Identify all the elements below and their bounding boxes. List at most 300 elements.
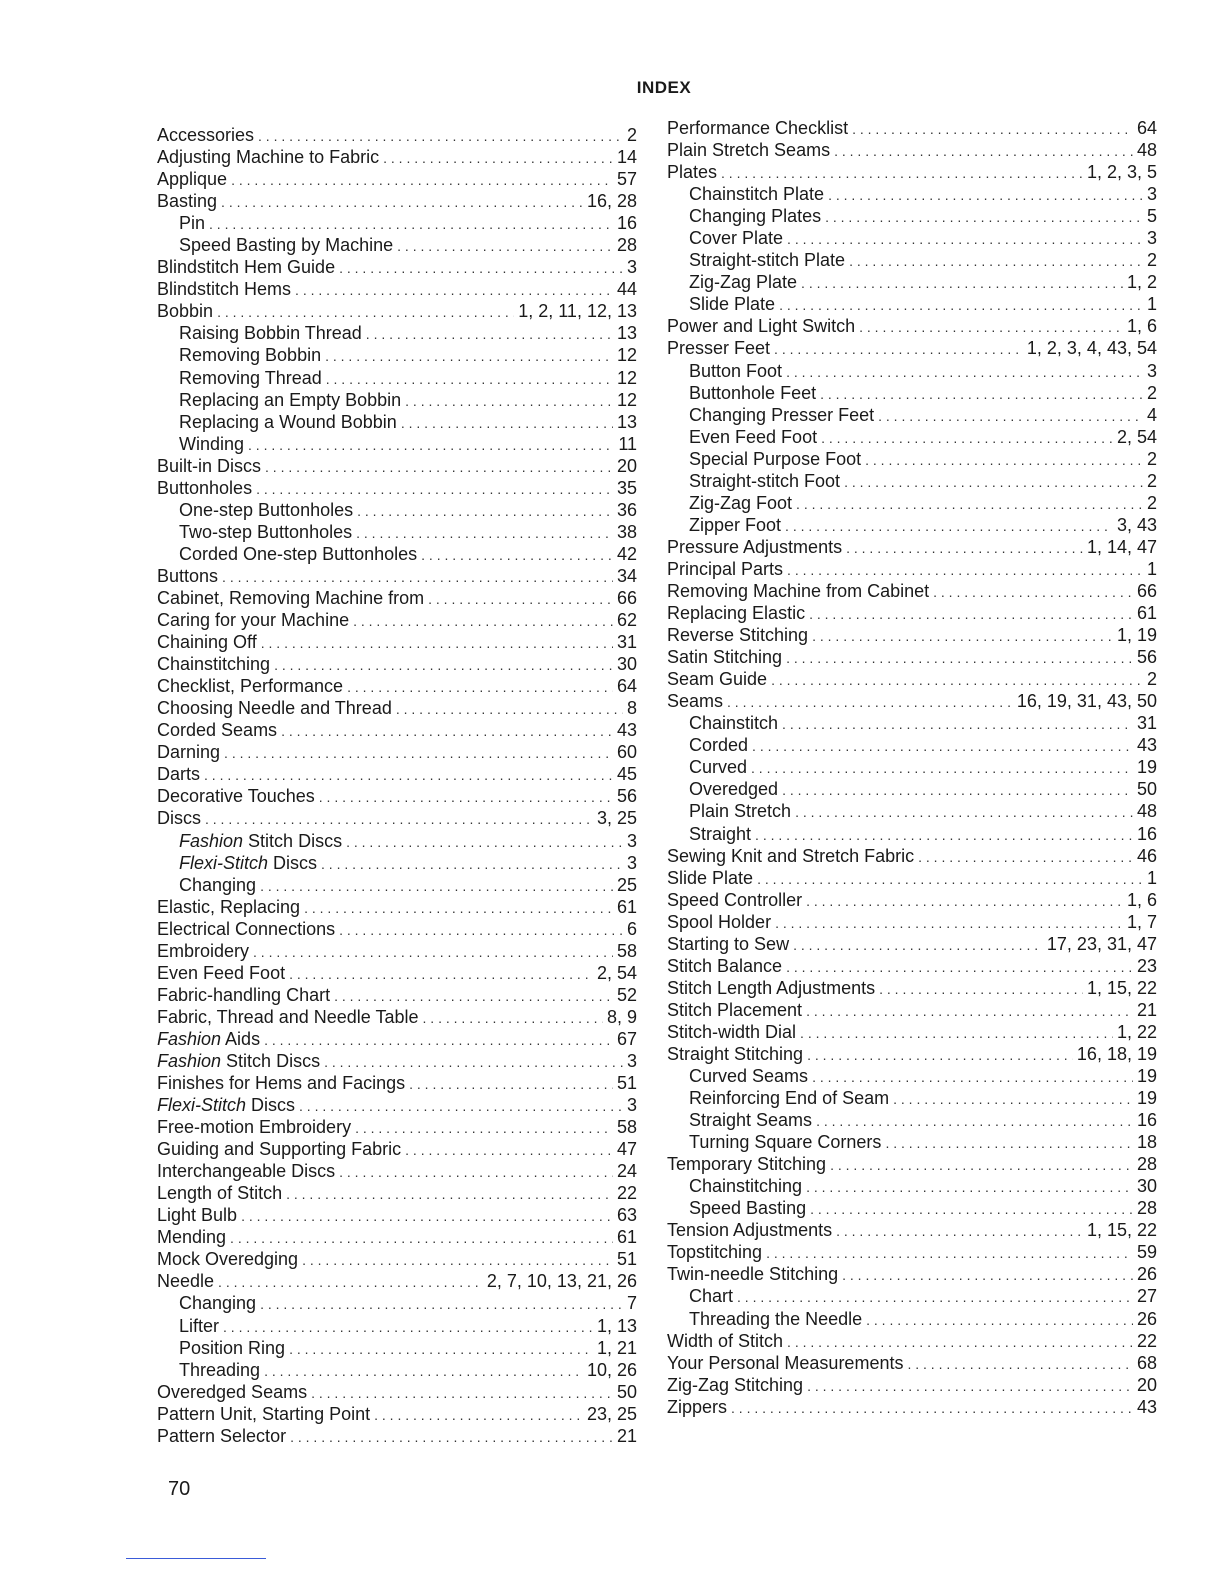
index-pages: 28 bbox=[1136, 1198, 1157, 1219]
index-term: Pin bbox=[179, 213, 206, 234]
index-term: Speed Basting by Machine bbox=[179, 235, 394, 256]
index-pages: 52 bbox=[616, 984, 637, 1005]
index-entry bbox=[157, 940, 637, 962]
index-entry bbox=[157, 1270, 637, 1292]
index-term: Stitch Length Adjustments bbox=[667, 977, 876, 998]
dot-leader bbox=[357, 500, 613, 522]
index-pages: 1, 6 bbox=[1126, 889, 1157, 910]
index-term: Removing Bobbin bbox=[179, 345, 322, 366]
index-pages: 60 bbox=[616, 742, 637, 763]
index-pages: 67 bbox=[616, 1028, 637, 1049]
index-term: Speed Controller bbox=[667, 889, 803, 910]
index-term: Changing Presser Feet bbox=[689, 404, 875, 425]
index-pages: 1, 15, 22 bbox=[1086, 977, 1157, 998]
index-term: Stitch Placement bbox=[667, 999, 803, 1020]
index-pages: 26 bbox=[1136, 1308, 1157, 1329]
dot-leader bbox=[295, 279, 613, 301]
index-pages: 46 bbox=[1136, 845, 1157, 866]
index-pages: 16, 18, 19 bbox=[1076, 1043, 1157, 1064]
index-pages: 23, 25 bbox=[586, 1403, 637, 1424]
dot-leader bbox=[299, 1095, 623, 1117]
index-entry bbox=[157, 763, 637, 785]
index-term: Zipper Foot bbox=[689, 514, 782, 535]
dot-leader bbox=[221, 191, 583, 213]
index-term: Lifter bbox=[179, 1315, 220, 1336]
index-term-rest: Discs bbox=[246, 1095, 296, 1116]
dot-leader bbox=[230, 1227, 613, 1249]
index-term: Winding bbox=[179, 433, 245, 454]
index-subentry bbox=[667, 1197, 1157, 1219]
dot-leader bbox=[289, 1338, 593, 1360]
index-subentry bbox=[667, 382, 1157, 404]
index-term: Buttonholes bbox=[157, 477, 253, 498]
index-term: Speed Basting bbox=[689, 1198, 807, 1219]
index-term-rest: Aids bbox=[221, 1028, 261, 1049]
index-entry bbox=[157, 1094, 637, 1116]
dot-leader bbox=[812, 625, 1113, 647]
index-term: Choosing Needle and Thread bbox=[157, 698, 392, 719]
index-term: One-step Buttonholes bbox=[179, 499, 354, 520]
dot-leader bbox=[253, 941, 613, 963]
index-pages: 3 bbox=[1146, 228, 1157, 249]
index-pages: 2, 7, 10, 13, 21, 26 bbox=[486, 1271, 637, 1292]
index-pages: 3, 43 bbox=[1116, 514, 1157, 535]
index-pages: 66 bbox=[616, 587, 637, 608]
dot-leader bbox=[409, 1073, 613, 1095]
index-term: Threading bbox=[179, 1359, 261, 1380]
index-pages: 24 bbox=[616, 1161, 637, 1182]
index-pages: 23 bbox=[1136, 955, 1157, 976]
index-term: Interchangeable Discs bbox=[157, 1161, 336, 1182]
dot-leader bbox=[264, 1029, 613, 1051]
index-pages: 2 bbox=[1146, 492, 1157, 513]
dot-leader bbox=[782, 713, 1133, 735]
dot-leader bbox=[812, 1066, 1133, 1088]
dot-leader bbox=[302, 1249, 613, 1271]
index-term: Buttons bbox=[157, 565, 219, 586]
index-term: Your Personal Measurements bbox=[667, 1352, 904, 1373]
dot-leader bbox=[405, 1139, 613, 1161]
index-pages: 3 bbox=[626, 852, 637, 873]
page-title: INDEX bbox=[636, 78, 692, 97]
index-pages: 3 bbox=[626, 1050, 637, 1071]
index-term-rest: Stitch Discs bbox=[221, 1050, 321, 1071]
index-entry bbox=[157, 1182, 637, 1204]
dot-leader bbox=[326, 368, 613, 390]
index-entry bbox=[667, 1153, 1157, 1175]
index-entry bbox=[667, 1021, 1157, 1043]
dot-leader bbox=[801, 272, 1123, 294]
index-entry bbox=[667, 999, 1157, 1021]
index-entry bbox=[157, 984, 637, 1006]
index-entry bbox=[667, 889, 1157, 911]
index-term-rest: Discs bbox=[268, 852, 318, 873]
index-pages: 58 bbox=[616, 940, 637, 961]
index-entry bbox=[157, 609, 637, 631]
index-subentry bbox=[157, 499, 637, 521]
dot-leader bbox=[260, 875, 613, 897]
index-subentry bbox=[667, 227, 1157, 249]
index-term: Curved Seams bbox=[689, 1066, 809, 1087]
index-term: Light Bulb bbox=[157, 1205, 238, 1226]
index-term: Plates bbox=[667, 162, 718, 183]
dot-leader bbox=[810, 1198, 1133, 1220]
index-pages: 61 bbox=[616, 1227, 637, 1248]
index-entry bbox=[667, 1396, 1157, 1418]
index-entry bbox=[157, 1050, 637, 1072]
index-term: Starting to Sew bbox=[667, 933, 790, 954]
dot-leader bbox=[421, 544, 613, 566]
index-term bbox=[157, 1028, 264, 1050]
index-term: Stitch Balance bbox=[667, 955, 783, 976]
index-entry bbox=[157, 300, 637, 322]
index-entry bbox=[667, 867, 1157, 889]
index-pages: 8 bbox=[626, 698, 637, 719]
index-term: Even Feed Foot bbox=[689, 426, 818, 447]
index-pages: 1 bbox=[1146, 558, 1157, 579]
index-pages: 18 bbox=[1136, 1132, 1157, 1153]
index-entry bbox=[157, 1072, 637, 1094]
index-entry bbox=[667, 933, 1157, 955]
index-term-rest: Stitch Discs bbox=[243, 830, 343, 851]
dot-leader bbox=[787, 559, 1143, 581]
index-entry bbox=[157, 190, 637, 212]
index-pages: 1, 2, 3, 5 bbox=[1086, 162, 1157, 183]
dot-leader bbox=[787, 228, 1143, 250]
dot-leader bbox=[383, 147, 613, 169]
index-entry bbox=[157, 256, 637, 278]
dot-leader bbox=[325, 345, 613, 367]
index-subentry bbox=[157, 367, 637, 389]
index-term: Zig-Zag Foot bbox=[689, 492, 793, 513]
index-term: Seams bbox=[667, 691, 724, 712]
index-pages: 1, 2, 11, 12, 13 bbox=[518, 301, 637, 322]
index-pages: 1, 14, 47 bbox=[1086, 536, 1157, 557]
index-pages: 1, 2, 3, 4, 43, 54 bbox=[1026, 338, 1157, 359]
index-term: Slide Plate bbox=[689, 294, 776, 315]
index-term: Presser Feet bbox=[667, 338, 771, 359]
index-pages: 19 bbox=[1136, 1088, 1157, 1109]
index-term: Removing Thread bbox=[179, 367, 322, 388]
index-subentry bbox=[667, 800, 1157, 822]
index-term: Zig-Zag Plate bbox=[689, 272, 798, 293]
index-pages: 1, 2 bbox=[1126, 272, 1157, 293]
index-term: Even Feed Foot bbox=[157, 962, 286, 983]
dot-leader bbox=[807, 1375, 1133, 1397]
index-entry bbox=[157, 565, 637, 587]
dot-leader bbox=[248, 434, 614, 456]
dot-leader bbox=[731, 1397, 1133, 1419]
index-term: Reverse Stitching bbox=[667, 625, 809, 646]
index-term: Straight Seams bbox=[689, 1110, 813, 1131]
dot-leader bbox=[751, 757, 1133, 779]
index-entry bbox=[157, 807, 637, 829]
index-term: Replacing Elastic bbox=[667, 603, 806, 624]
dot-leader bbox=[755, 824, 1133, 846]
index-pages: 16 bbox=[1136, 823, 1157, 844]
index-pages: 31 bbox=[616, 632, 637, 653]
index-subentry bbox=[667, 1131, 1157, 1153]
index-entry bbox=[667, 536, 1157, 558]
index-pages: 16, 19, 31, 43, 50 bbox=[1016, 691, 1157, 712]
dot-leader bbox=[217, 301, 514, 323]
index-term: Chaining Off bbox=[157, 632, 257, 653]
index-term: Caring for your Machine bbox=[157, 610, 350, 631]
dot-leader bbox=[339, 1161, 613, 1183]
index-entry bbox=[157, 587, 637, 609]
index-pages: 22 bbox=[616, 1183, 637, 1204]
index-pages: 11 bbox=[618, 433, 637, 454]
dot-leader bbox=[842, 1264, 1133, 1286]
index-subentry bbox=[667, 271, 1157, 293]
dot-leader bbox=[752, 735, 1133, 757]
index-term: Darts bbox=[157, 764, 201, 785]
index-pages: 28 bbox=[1136, 1154, 1157, 1175]
index-pages: 56 bbox=[616, 786, 637, 807]
index-term: Fabric, Thread and Needle Table bbox=[157, 1006, 419, 1027]
dot-leader bbox=[907, 1353, 1133, 1375]
index-term: Principal Parts bbox=[667, 558, 784, 579]
index-pages: 1 bbox=[1146, 867, 1157, 888]
index-pages: 66 bbox=[1136, 580, 1157, 601]
index-entry bbox=[667, 911, 1157, 933]
index-subentry bbox=[157, 389, 637, 411]
index-term: Temporary Stitching bbox=[667, 1154, 827, 1175]
index-entry bbox=[667, 602, 1157, 624]
dot-leader bbox=[779, 294, 1143, 316]
index-term: Checklist, Performance bbox=[157, 676, 344, 697]
dot-leader bbox=[261, 632, 613, 654]
index-pages: 35 bbox=[616, 477, 637, 498]
index-pages: 13 bbox=[616, 411, 637, 432]
index-term: Pattern Unit, Starting Point bbox=[157, 1403, 371, 1424]
dot-leader bbox=[786, 647, 1133, 669]
index-term: Adjusting Machine to Fabric bbox=[157, 147, 380, 168]
index-pages: 50 bbox=[616, 1381, 637, 1402]
index-term: Power and Light Switch bbox=[667, 316, 856, 337]
dot-leader bbox=[258, 125, 623, 147]
dot-leader bbox=[321, 853, 623, 875]
index-pages: 2, 54 bbox=[1116, 426, 1157, 447]
index-pages: 19 bbox=[1136, 1066, 1157, 1087]
dot-leader bbox=[241, 1205, 613, 1227]
index-term bbox=[179, 852, 321, 874]
index-term: Straight-stitch Plate bbox=[689, 250, 846, 271]
dot-leader bbox=[782, 779, 1133, 801]
index-subentry bbox=[667, 712, 1157, 734]
index-term: Straight Stitching bbox=[667, 1043, 804, 1064]
index-term: Button Foot bbox=[689, 360, 783, 381]
index-subentry bbox=[157, 874, 637, 896]
index-subentry bbox=[667, 514, 1157, 536]
dot-leader bbox=[844, 471, 1143, 493]
index-entry bbox=[157, 124, 637, 146]
index-entry bbox=[157, 741, 637, 763]
index-subentry bbox=[667, 426, 1157, 448]
index-pages: 2, 54 bbox=[596, 962, 637, 983]
dot-leader bbox=[334, 985, 613, 1007]
dot-leader bbox=[806, 1000, 1133, 1022]
index-entry bbox=[667, 1330, 1157, 1352]
index-pages: 61 bbox=[1136, 603, 1157, 624]
index-entry bbox=[667, 1263, 1157, 1285]
index-column-right bbox=[667, 117, 1157, 1418]
index-entry bbox=[667, 580, 1157, 602]
index-entry bbox=[157, 146, 637, 168]
index-term: Chart bbox=[689, 1286, 734, 1307]
index-pages: 2 bbox=[1146, 382, 1157, 403]
index-subentry bbox=[667, 470, 1157, 492]
dot-leader bbox=[809, 603, 1133, 625]
index-term: Plain Stretch Seams bbox=[667, 140, 831, 161]
dot-leader bbox=[836, 1220, 1083, 1242]
dot-leader bbox=[852, 118, 1133, 140]
index-term: Mending bbox=[157, 1227, 227, 1248]
index-pages: 57 bbox=[616, 169, 637, 190]
index-pages: 2 bbox=[626, 125, 637, 145]
index-subentry bbox=[157, 234, 637, 256]
index-entry bbox=[667, 646, 1157, 668]
index-pages: 3 bbox=[626, 830, 637, 851]
dot-leader bbox=[727, 691, 1013, 713]
index-term: Turning Square Corners bbox=[689, 1132, 882, 1153]
index-subentry bbox=[667, 756, 1157, 778]
index-entry bbox=[667, 1374, 1157, 1396]
index-pages: 1, 7 bbox=[1126, 911, 1157, 932]
dot-leader bbox=[806, 1176, 1133, 1198]
footer-rule bbox=[126, 1558, 266, 1559]
dot-leader bbox=[231, 169, 613, 191]
index-pages: 51 bbox=[616, 1073, 637, 1094]
index-entry bbox=[667, 845, 1157, 867]
dot-leader bbox=[324, 1051, 623, 1073]
index-pages: 58 bbox=[616, 1117, 637, 1138]
index-pages: 20 bbox=[1136, 1374, 1157, 1395]
index-entry bbox=[157, 896, 637, 918]
dot-leader bbox=[319, 786, 613, 808]
index-pages: 20 bbox=[616, 455, 637, 476]
dot-leader bbox=[286, 1183, 613, 1205]
index-pages: 1, 19 bbox=[1116, 625, 1157, 646]
index-term: Width of Stitch bbox=[667, 1330, 784, 1351]
index-subentry bbox=[667, 448, 1157, 470]
index-pages: 8, 9 bbox=[606, 1006, 637, 1027]
index-term: Straight bbox=[689, 823, 752, 844]
dot-leader bbox=[834, 140, 1133, 162]
index-term: Chainstitching bbox=[157, 654, 271, 675]
index-subentry bbox=[157, 433, 637, 455]
dot-leader bbox=[222, 566, 613, 588]
index-pages: 44 bbox=[616, 279, 637, 300]
index-term: Corded Seams bbox=[157, 720, 278, 741]
index-term: Removing Machine from Cabinet bbox=[667, 580, 930, 601]
index-pages: 48 bbox=[1136, 801, 1157, 822]
index-subentry bbox=[157, 1359, 637, 1381]
index-term: Changing bbox=[179, 874, 257, 895]
index-term bbox=[157, 1094, 299, 1116]
index-term bbox=[179, 830, 346, 852]
dot-leader bbox=[260, 1293, 623, 1315]
dot-leader bbox=[865, 449, 1143, 471]
index-pages: 2 bbox=[1146, 669, 1157, 690]
index-term: Applique bbox=[157, 169, 228, 190]
dot-leader bbox=[256, 478, 613, 500]
dot-leader bbox=[264, 1360, 583, 1382]
index-term-italic: Flexi-Stitch bbox=[179, 852, 269, 873]
index-pages: 62 bbox=[616, 610, 637, 631]
index-term: Spool Holder bbox=[667, 911, 772, 932]
index-term: Changing Plates bbox=[689, 206, 822, 227]
index-entry bbox=[667, 139, 1157, 161]
index-entry bbox=[157, 962, 637, 984]
dot-leader bbox=[311, 1382, 613, 1404]
dot-leader bbox=[346, 831, 623, 853]
index-subentry bbox=[667, 205, 1157, 227]
index-term: Stitch-width Dial bbox=[667, 1021, 797, 1042]
index-subentry bbox=[157, 830, 637, 852]
index-entry bbox=[667, 668, 1157, 690]
index-term: Accessories bbox=[157, 125, 255, 145]
index-pages: 10, 26 bbox=[586, 1359, 637, 1380]
dot-leader bbox=[757, 868, 1143, 890]
index-term: Zippers bbox=[667, 1396, 728, 1417]
index-term: Decorative Touches bbox=[157, 786, 315, 807]
index-pages: 50 bbox=[1136, 779, 1157, 800]
index-subentry bbox=[667, 293, 1157, 315]
index-entry bbox=[157, 278, 637, 300]
index-term-italic: Fashion bbox=[157, 1050, 222, 1071]
index-term: Basting bbox=[157, 191, 218, 212]
dot-leader bbox=[355, 1117, 613, 1139]
index-pages: 3 bbox=[1146, 184, 1157, 205]
index-term bbox=[157, 1050, 324, 1072]
dot-leader bbox=[281, 720, 613, 742]
index-pages: 22 bbox=[1136, 1330, 1157, 1351]
index-entry bbox=[157, 719, 637, 741]
index-pages: 63 bbox=[616, 1205, 637, 1226]
index-pages: 1, 21 bbox=[596, 1337, 637, 1358]
index-pages: 21 bbox=[616, 1425, 637, 1446]
index-pages: 51 bbox=[616, 1249, 637, 1270]
index-pages: 64 bbox=[1136, 118, 1157, 138]
index-entry bbox=[157, 631, 637, 653]
dot-leader bbox=[796, 493, 1143, 515]
index-subentry bbox=[157, 521, 637, 543]
index-pages: 16 bbox=[1136, 1110, 1157, 1131]
index-pages: 17, 23, 31, 47 bbox=[1046, 933, 1157, 954]
index-term: Darning bbox=[157, 742, 221, 763]
index-pages: 27 bbox=[1136, 1286, 1157, 1307]
index-term: Fabric-handling Chart bbox=[157, 984, 331, 1005]
index-term: Chainstitch bbox=[689, 713, 779, 734]
index-term: Reinforcing End of Seam bbox=[689, 1088, 890, 1109]
dot-leader bbox=[807, 1044, 1073, 1066]
index-entry bbox=[157, 1116, 637, 1138]
index-entry bbox=[667, 690, 1157, 712]
index-term: Overedged Seams bbox=[157, 1381, 308, 1402]
dot-leader bbox=[366, 323, 613, 345]
index-entry bbox=[157, 477, 637, 499]
dot-leader bbox=[374, 1404, 583, 1426]
index-entry bbox=[157, 168, 637, 190]
index-pages: 45 bbox=[616, 764, 637, 785]
dot-leader bbox=[339, 919, 623, 941]
index-term-italic: Flexi-Stitch bbox=[157, 1095, 247, 1116]
index-subentry bbox=[667, 404, 1157, 426]
index-term: Special Purpose Foot bbox=[689, 448, 862, 469]
index-entry bbox=[157, 918, 637, 940]
index-pages: 1, 6 bbox=[1126, 316, 1157, 337]
